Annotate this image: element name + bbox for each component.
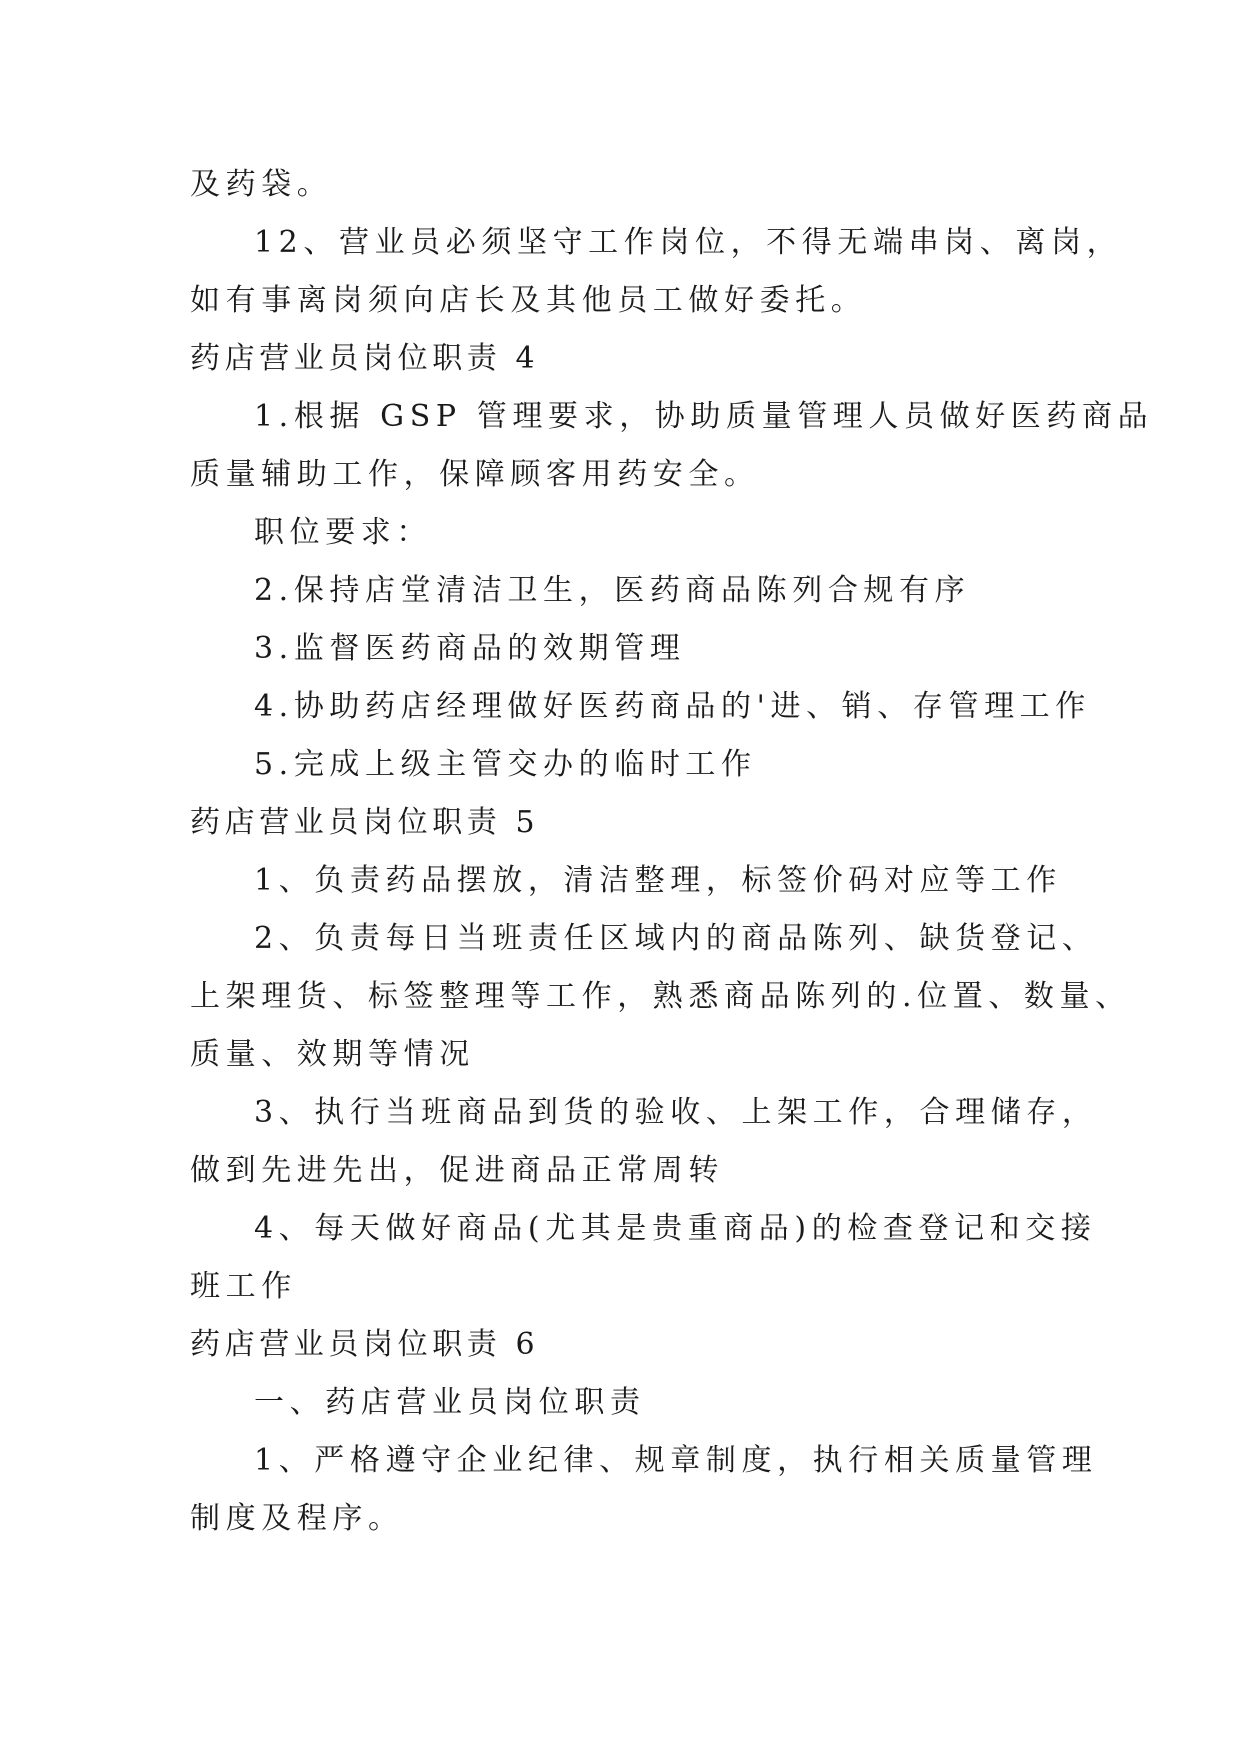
section-heading: 药店营业员岗位职责 6 — [190, 1327, 540, 1362]
text-line: 1、严格遵守企业纪律、规章制度，执行相关质量管理 — [254, 1443, 1098, 1478]
text-line: 质量辅助工作，保障顾客用药安全。 — [190, 457, 760, 492]
text-line: 2.保持店堂清洁卫生，医药商品陈列合规有序 — [254, 573, 971, 608]
section-heading: 药店营业员岗位职责 5 — [190, 805, 540, 840]
text-line: 3、执行当班商品到货的验收、上架工作，合理储存， — [254, 1095, 1098, 1130]
text-line: 及药袋。 — [190, 167, 333, 202]
text-line: 5.完成上级主管交办的临时工作 — [254, 747, 757, 782]
text-line: 制度及程序。 — [190, 1501, 404, 1536]
text-line: 质量、效期等情况 — [190, 1037, 475, 1072]
text-line: 班工作 — [190, 1269, 297, 1304]
text-line: 1、负责药品摆放，清洁整理，标签价码对应等工作 — [254, 863, 1062, 898]
text-line: 1.根据 GSP 管理要求，协助质量管理人员做好医药商品 — [254, 399, 1154, 434]
text-line: 如有事离岗须向店长及其他员工做好委托。 — [190, 283, 867, 318]
text-line: 上架理货、标签整理等工作，熟悉商品陈列的.位置、数量、 — [190, 979, 1131, 1014]
text-line: 3.监督医药商品的效期管理 — [254, 631, 686, 666]
text-line: 12、营业员必须坚守工作岗位，不得无端串岗、离岗， — [254, 225, 1123, 260]
text-line: 4.协助药店经理做好医药商品的'进、销、存管理工作 — [254, 689, 1091, 724]
text-line: 做到先进先出，促进商品正常周转 — [190, 1153, 724, 1188]
text-line: 2、负责每日当班责任区域内的商品陈列、缺货登记、 — [254, 921, 1098, 956]
section-heading: 药店营业员岗位职责 4 — [190, 341, 540, 376]
text-line: 一、药店营业员岗位职责 — [254, 1385, 646, 1420]
text-line: 职位要求： — [254, 515, 432, 550]
text-line: 4、每天做好商品(尤其是贵重商品)的检查登记和交接 — [254, 1211, 1097, 1246]
